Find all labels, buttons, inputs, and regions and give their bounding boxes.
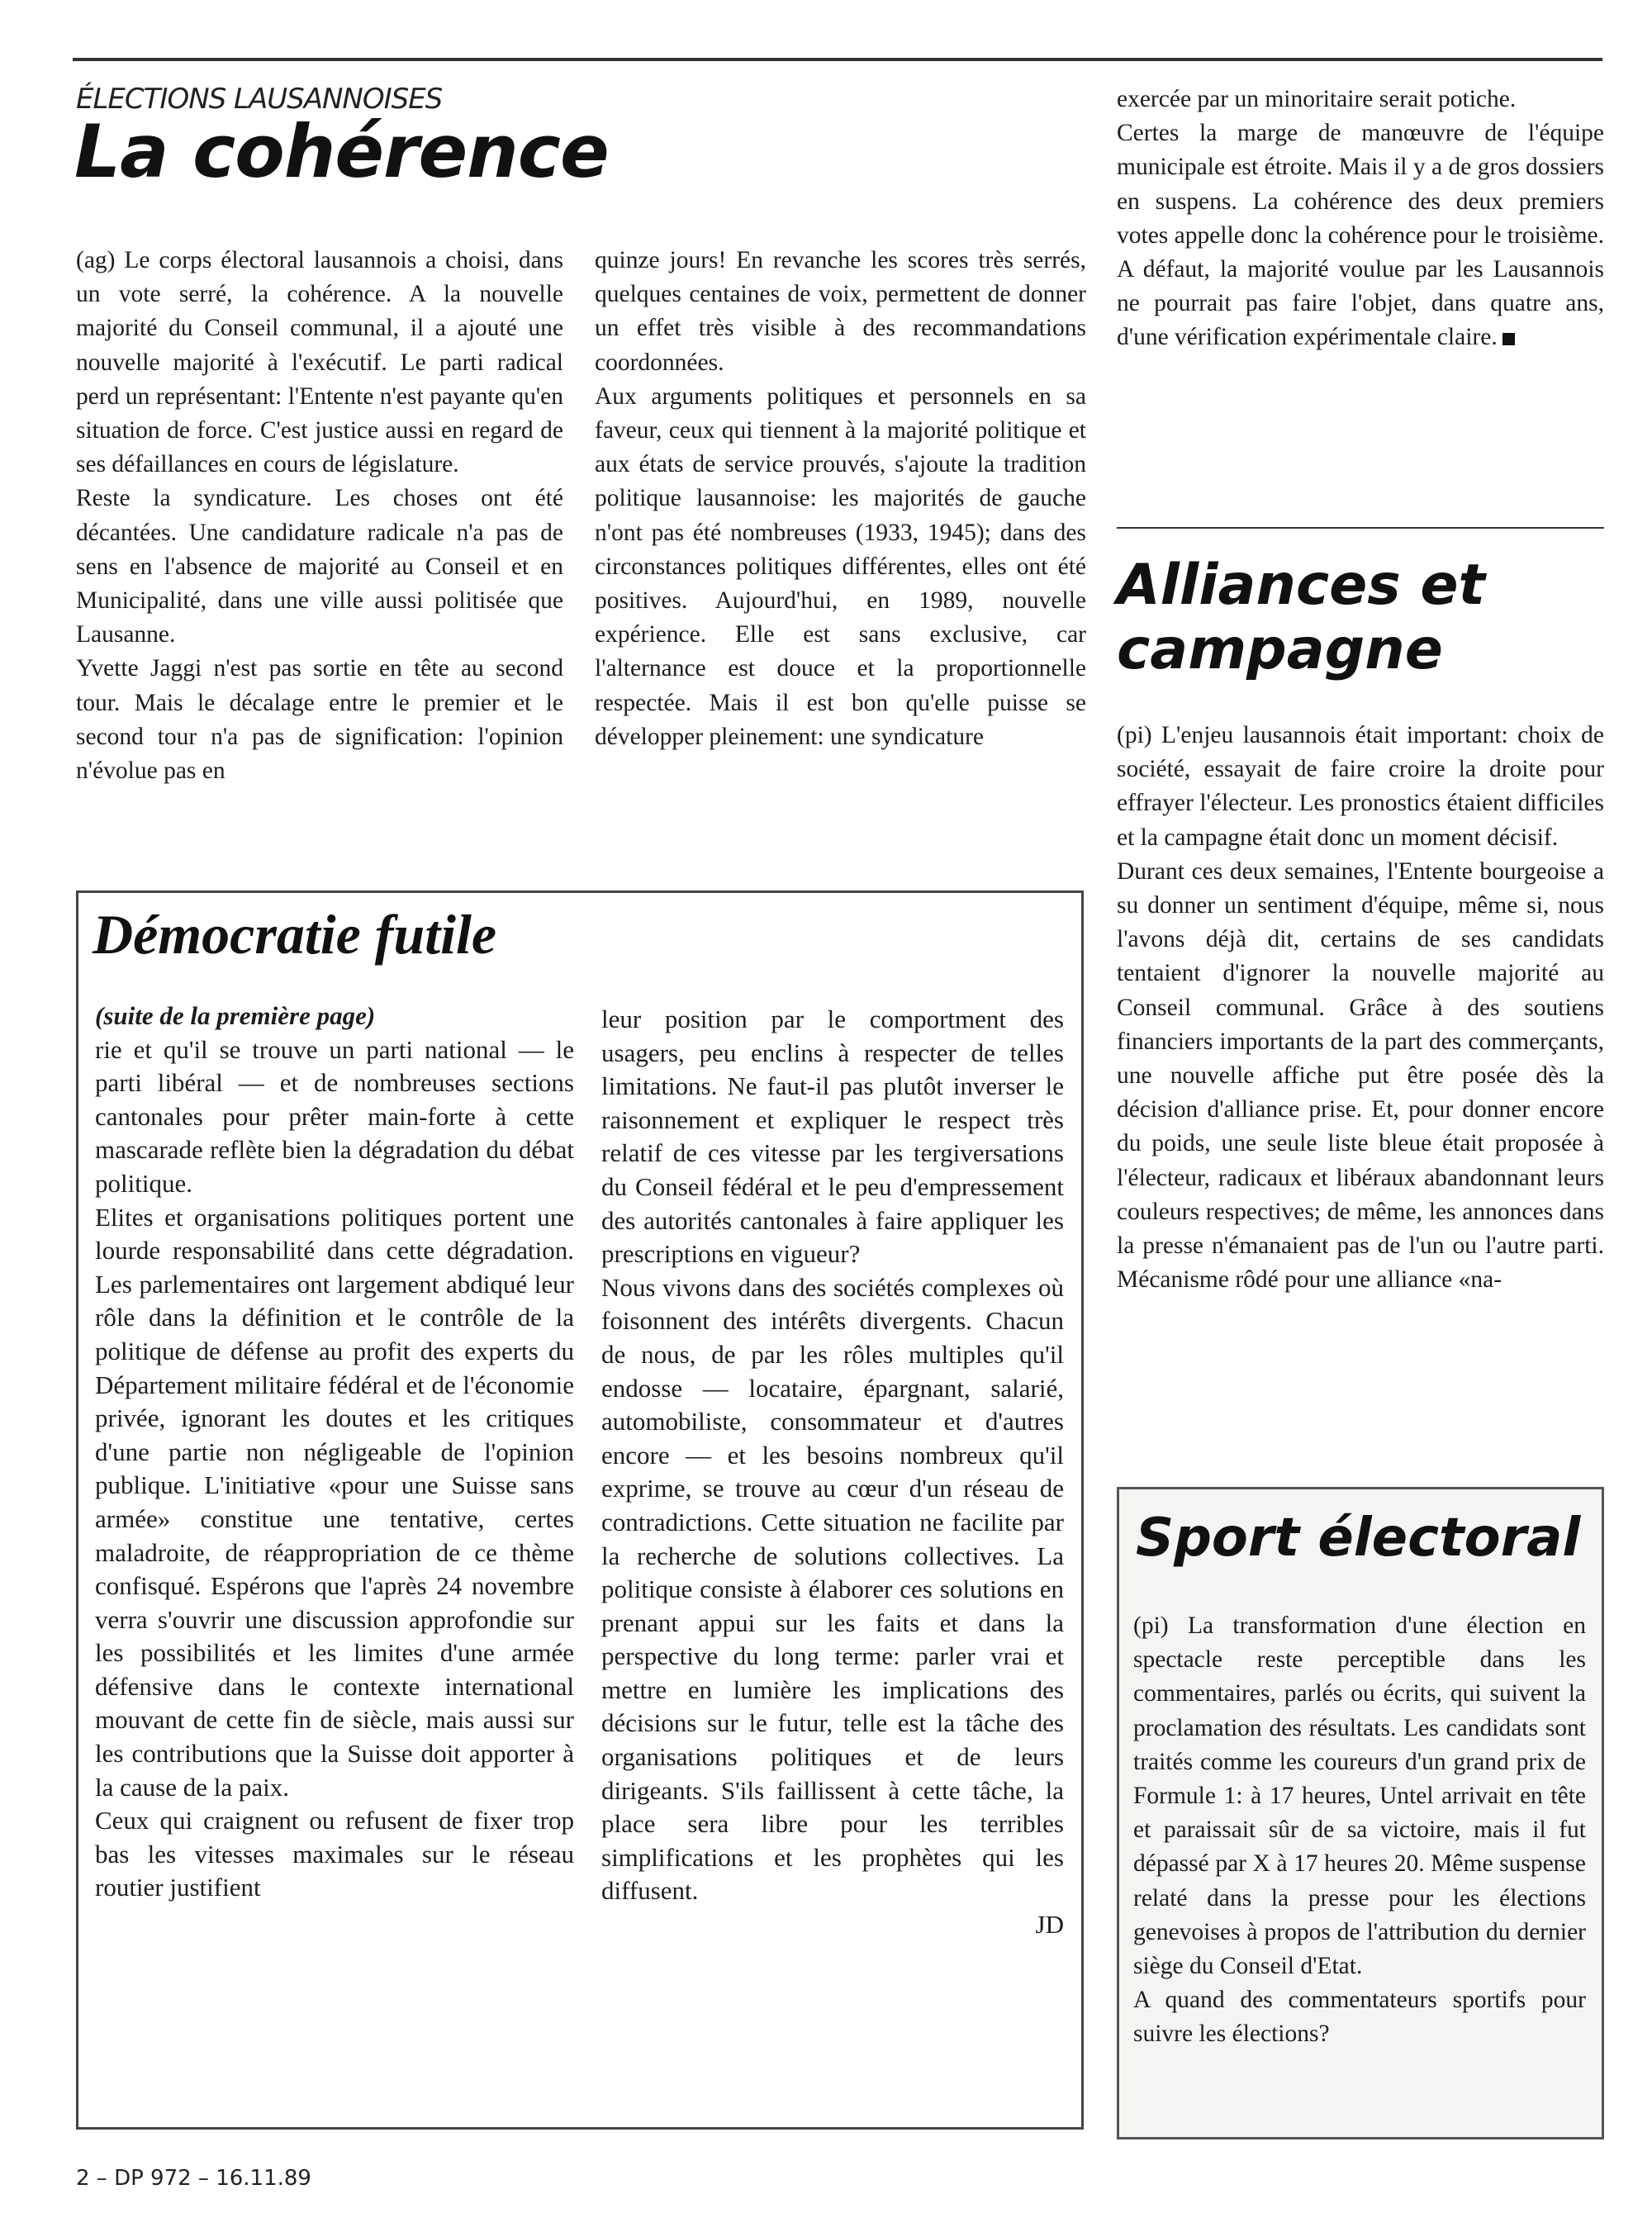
page-footer: 2 – DP 972 – 16.11.89	[76, 2166, 311, 2191]
paragraph: Reste la syndicature. Les choses ont été décantées. Une candidature radicale n'a pas de sens en l'absence de majorité au Conseil et en Municipalité, dans une ville aussi politisée que Lausanne.	[76, 485, 563, 648]
alliances-column	[1117, 719, 1604, 1297]
paragraph: A quand des commentateurs sportifs pour suivre les élections?	[1133, 1987, 1586, 2048]
paragraph: (ag) Le corps électoral lausannois a choisi, dans un vote serré, la cohérence. A la nouvelle majorité du Conseil communal, il a ajouté une nouvelle majorité à l'exécutif. Le parti radical perd un représentant: l'Entente n'est payante qu'en situation de force. C'est justice aussi en regard de ses défaillances en cours de législature.	[76, 247, 563, 478]
paragraph: Ceux qui craignent ou refusent de fixer trop bas les vitesses maximales sur le réseau routier justifient	[95, 1806, 574, 1902]
paragraph: rie et qu'il se trouve un parti national — le parti libéral — et de nombreuses sections cantonales pour prêter main-forte à cette mascarade reflète bien la dégradation du débat politique.	[95, 1034, 574, 1198]
paragraph: leur position par le comportment des usagers, peu enclins à respecter de telles limitations. Ne faut-il pas plutôt inverser le raisonnement et expliquer le respect très relatif de ces vitesse par les tergiversations du Conseil fédéral et le peu d'empressement des autorités cantonales à faire appliquer les prescriptions en vigueur?	[601, 1004, 1064, 1269]
paragraph: quinze jours! En revanche les scores très serrés, quelques centaines de voix, permettent de donner un effet très visible à des recommandations coordonnées.	[595, 247, 1086, 376]
top-rule	[73, 58, 1602, 61]
paragraph: (pi) La transformation d'une élection en spectacle reste perceptible dans les commentaires, parlés ou écrits, qui suivent la proclamation des résultats. Les candidats sont traités comme les coureurs d'un grand prix de Formule 1: à 17 heures, Untel arrivait en tête et paraissait sûr de sa victoire, mais il fut dépassé par X à 17 heures 20. Même suspense relaté dans la presse pour les élections genevoises à propos de l'attribution du dernier siège du Conseil d'Etat.	[1133, 1612, 1586, 1980]
section-divider	[1117, 527, 1604, 529]
article-title-alliances: Alliances et campagne	[1117, 553, 1486, 682]
continued-label: (suite de la première page)	[95, 1001, 376, 1030]
paragraph: (pi) L'enjeu lausannois était important: choix de société, essayait de faire croire la droite pour effrayer l'électeur. Les pronostics étaient difficiles et la campagne était donc un moment décisif.	[1117, 722, 1604, 851]
paragraph-text: Certes la marge de manœuvre de l'équipe municipale est étroite. Mais il y a de gros dossiers en suspens. La cohérence des deux premiers votes appelle donc la cohérence pour le troisième. A défaut, la majorité voulue par les Lausannois ne pourrait pas faire l'objet, dans quatre ans, d'une vérification expérimentale claire.	[1117, 120, 1604, 351]
coherence-column-2	[595, 244, 1086, 754]
paragraph: exercée par un minoritaire serait potiche.	[1117, 86, 1517, 112]
paragraph: Elites et organisations politiques portent une lourde responsabilité dans cette dégradation. Les parlementaires ont largement abdiqué leur rôle dans la définition et le contrôle de la politique de défense au profit des experts du Département militaire fédéral et de l'économie privée, ignorant les doutes et les critiques d'une partie non négligeable de l'opinion publique. L'initiative «pour une Suisse sans armée» constitue une tentative, certes maladroite, de réappropriation de ce thème confisqué. Espérons que l'après 24 novembre verra s'ouvrir une discussion approfondie sur les possibilités et les limites d'une armée défensive dans le contexte international mouvant de cette fin de siècle, mais aussi sur les contributions que la Suisse doit apporter à la cause de la paix.	[95, 1202, 574, 1802]
author-signature: JD	[1035, 1910, 1064, 1940]
paragraph: Aux arguments politiques et personnels en sa faveur, ceux qui tiennent à la majorité politique et aux états de service prouvés, s'ajoute la tradition politique lausannoise: les majorités de gauche n'ont pas été nombreuses (1933, 1945); dans des circonstances politiques différentes, elles ont été positives. Aujourd'hui, en 1989, nouvelle expérience. Elle est sans exclusive, car l'alternance est douce et la proportionnelle respectée. Mais il est bon qu'elle puisse se développer pleinement: une syndicature	[595, 382, 1086, 750]
paragraph-last	[1117, 116, 1604, 354]
end-of-article-square-icon	[1502, 333, 1515, 345]
democratie-column-1	[95, 1000, 574, 1905]
coherence-column-1	[76, 244, 563, 788]
paragraph: Nous vivons dans des sociétés complexes où foisonnent des intérêts divergents. Chacun de nous, de par les rôles multiples qu'il endosse — locataire, épargnant, salarié, automobiliste, consommateur et d'autres encore — et les besoins nombreux qu'il exprime, se trouve au cœur d'un réseau de contradictions. Cette situation ne facilite par la recherche de solutions collectives. La politique consiste à élaborer ces solutions en prenant appui sur les faits et dans la perspective du long terme: parler vrai et mettre en lumière les implications des décisions sur le futur, telle est la tâche des organisations politiques et de leurs dirigeants. S'ils faillissent à cette tâche, la place sera libre pour les terribles simplifications et les prophètes qui les diffusent.	[601, 1272, 1064, 1906]
article-title-democratie: Démocratie futile	[93, 903, 497, 966]
paragraph: Durant ces deux semaines, l'Entente bourgeoise a su donner un sentiment d'équipe, même si, nous l'avons déjà dit, certains de ses candidats tentaient d'ignorer la nouvelle majorité au Conseil communal. Grâce à des soutiens financiers importants de la part des commerçants, une nouvelle affiche put être posée dès la décision d'alliance prise. Et, pour donner encore du poids, une seule liste bleue était proposée à l'électeur, radicaux et libéraux abandonnant leurs couleurs respectives; de même, les annonces dans la presse n'émanaient pas de l'un ou l'autre parti. Mécanisme rôdé pour une alliance «na-	[1117, 857, 1604, 1294]
coherence-column-3	[1117, 83, 1604, 355]
sport-column	[1133, 1609, 1586, 2052]
article-title-coherence: La cohérence	[74, 109, 609, 194]
paragraph: Yvette Jaggi n'est pas sortie en tête au second tour. Mais le décalage entre le premier et le second tour n'a pas de signification: l'opinion n'évolue pas en	[76, 655, 563, 785]
article-title-sport: Sport électoral	[1136, 1508, 1581, 1569]
section-kicker: ÉLECTIONS LAUSANNOISES	[76, 83, 443, 116]
democratie-column-2	[601, 1003, 1064, 1942]
